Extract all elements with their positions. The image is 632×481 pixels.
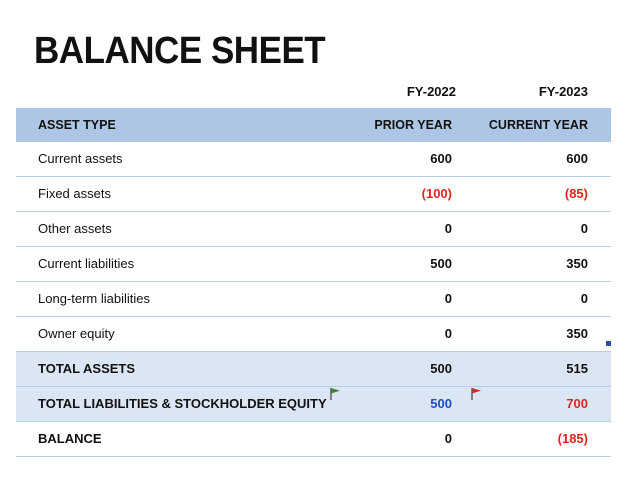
total-liabilities-row[interactable] [16, 387, 611, 422]
prior-value: 500 [430, 361, 452, 376]
balance-table [16, 108, 611, 457]
prior-value: 500 [430, 396, 452, 411]
page-title: BALANCE SHEET [34, 30, 326, 72]
header-current-year: CURRENT YEAR [488, 118, 588, 132]
table-row[interactable] [16, 212, 611, 247]
row-label: Long-term liabilities [38, 291, 150, 306]
green-flag-icon [329, 387, 341, 400]
selection-handle[interactable] [606, 341, 611, 346]
current-value: 700 [566, 396, 588, 411]
table-header [16, 108, 611, 142]
current-value: 0 [580, 221, 588, 236]
current-value: 350 [566, 326, 588, 341]
header-prior-year: PRIOR YEAR [374, 118, 452, 132]
table-row[interactable] [16, 282, 611, 317]
row-label: Fixed assets [38, 186, 111, 201]
current-value: 350 [566, 256, 588, 271]
table-row[interactable] [16, 247, 611, 282]
current-value: (85) [564, 186, 588, 201]
prior-value: 0 [444, 431, 452, 446]
prior-value: 0 [444, 291, 452, 306]
red-flag-icon [470, 387, 482, 400]
current-value: 515 [566, 361, 588, 376]
row-label: TOTAL ASSETS [38, 361, 136, 376]
table-row[interactable] [16, 317, 611, 352]
year-current: FY-2023 [538, 84, 588, 99]
prior-value: 0 [444, 326, 452, 341]
table-row[interactable] [16, 142, 611, 177]
header-asset-type: ASSET TYPE [38, 118, 116, 132]
current-value: (185) [557, 431, 588, 446]
current-value: 0 [580, 291, 588, 306]
prior-value: 500 [430, 256, 452, 271]
prior-value: 600 [430, 151, 452, 166]
total-assets-row[interactable] [16, 352, 611, 387]
balance-row[interactable] [16, 422, 611, 457]
row-label: Other assets [38, 221, 112, 236]
prior-value: 0 [444, 221, 452, 236]
prior-value: (100) [421, 186, 452, 201]
row-label: BALANCE [38, 431, 102, 446]
row-label: Current assets [38, 151, 123, 166]
row-label: TOTAL LIABILITIES & STOCKHOLDER EQUITY [38, 396, 327, 411]
current-value: 600 [566, 151, 588, 166]
row-label: Current liabilities [38, 256, 135, 271]
row-label: Owner equity [38, 326, 115, 341]
table-row[interactable] [16, 177, 611, 212]
year-prior: FY-2022 [406, 84, 456, 99]
